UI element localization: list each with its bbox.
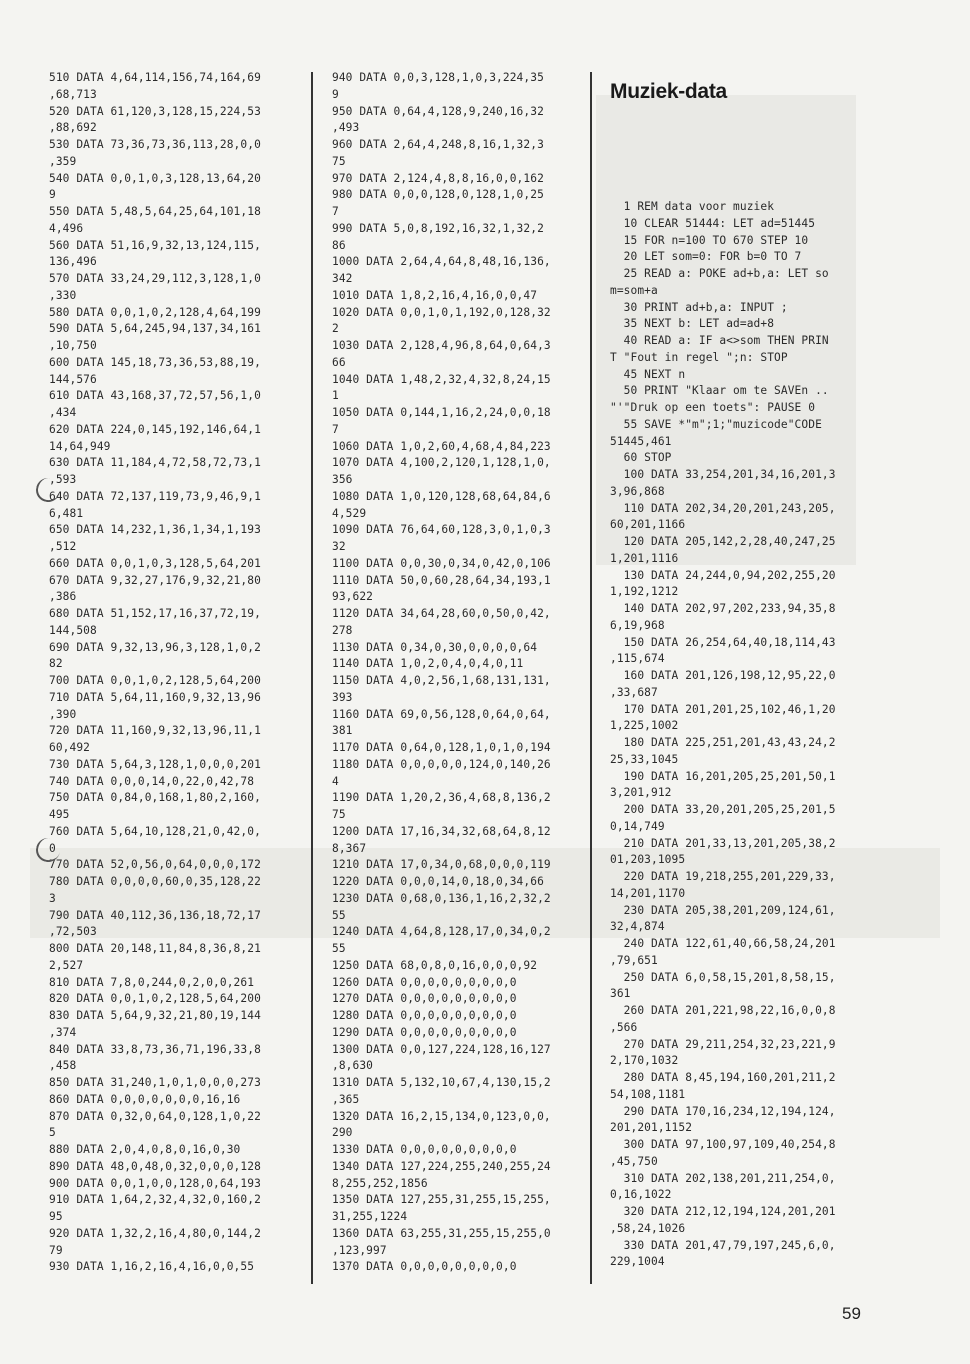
code-line: ,359 xyxy=(49,154,77,168)
code-line: 35 NEXT b: LET ad=ad+8 xyxy=(610,317,775,331)
code-line: 950 DATA 0,64,4,128,9,240,16,32 xyxy=(332,104,544,118)
code-line: 1060 DATA 1,0,2,60,4,68,4,84,223 xyxy=(332,439,551,453)
code-line: ,123,997 xyxy=(332,1243,387,1257)
code-line: 30 PRINT ad+b,a: INPUT ; xyxy=(610,300,788,314)
code-line: 8,255,252,1856 xyxy=(332,1176,428,1190)
code-line: 1170 DATA 0,64,0,128,1,0,1,0,194 xyxy=(332,741,551,754)
code-line: 970 DATA 2,124,4,8,8,16,0,0,162 xyxy=(332,171,544,185)
code-line: ,88,692 xyxy=(49,121,97,135)
code-line: 7 xyxy=(332,422,339,436)
code-line: 770 DATA 52,0,56,0,64,0,0,0,172 xyxy=(49,858,261,872)
code-line: 1310 DATA 5,132,10,67,4,130,15,2 xyxy=(332,1076,551,1089)
code-line: 200 DATA 33,20,201,205,25,201,5 xyxy=(610,803,836,816)
code-line: ,374 xyxy=(49,1025,77,1039)
code-line: ,566 xyxy=(610,1020,638,1034)
code-line: 15 FOR n=100 TO 670 STEP 10 xyxy=(610,233,809,247)
code-line: 590 DATA 5,64,245,94,137,34,161 xyxy=(49,322,261,336)
code-line: 730 DATA 5,64,3,128,1,0,0,0,201 xyxy=(49,757,261,771)
code-line: 720 DATA 11,160,9,32,13,96,11,1 xyxy=(49,724,261,738)
code-line: 1350 DATA 127,255,31,255,15,255, xyxy=(332,1193,551,1207)
code-line: 342 xyxy=(332,272,353,285)
code-line: 680 DATA 51,152,17,16,37,72,19, xyxy=(49,607,261,620)
code-line: 201,201,1152 xyxy=(610,1121,693,1135)
code-line: 790 DATA 40,112,36,136,18,72,17 xyxy=(49,908,261,922)
code-line: 01,203,1095 xyxy=(610,853,686,867)
code-line: 1130 DATA 0,34,0,30,0,0,0,0,64 xyxy=(332,640,538,654)
code-line: 1260 DATA 0,0,0,0,0,0,0,0,0 xyxy=(332,975,517,989)
code-line: 79 xyxy=(49,1243,63,1257)
code-line: 280 DATA 8,45,194,160,201,211,2 xyxy=(610,1071,836,1084)
code-line: 540 DATA 0,0,1,0,3,128,13,64,20 xyxy=(49,171,261,185)
code-line: ,8,630 xyxy=(332,1059,374,1073)
code-line: 3 xyxy=(49,891,56,905)
code-line: 620 DATA 224,0,145,192,146,64,1 xyxy=(49,422,261,436)
code-line: 10 CLEAR 51444: LET ad=51445 xyxy=(610,216,816,230)
code-line: 1010 DATA 1,8,2,16,4,16,0,0,47 xyxy=(332,288,538,302)
code-line: 0 xyxy=(49,841,56,855)
code-line: 136,496 xyxy=(49,255,97,269)
code-line: 0,14,749 xyxy=(610,819,665,833)
code-line: ,10,750 xyxy=(49,339,97,352)
code-line: ,593 xyxy=(49,473,77,486)
code-line: 150 DATA 26,254,64,40,18,114,43 xyxy=(610,635,836,649)
code-line: 86 xyxy=(332,238,346,252)
code-line: 95 xyxy=(49,1210,63,1223)
code-line: 3,201,912 xyxy=(610,786,672,800)
code-line: 144,508 xyxy=(49,623,97,637)
code-line: 890 DATA 48,0,48,0,32,0,0,0,128 xyxy=(49,1159,261,1173)
code-line: ,493 xyxy=(332,121,360,135)
code-line: 1360 DATA 63,255,31,255,15,255,0 xyxy=(332,1226,551,1240)
code-line: 1280 DATA 0,0,0,0,0,0,0,0,0 xyxy=(332,1009,517,1022)
code-line: 1120 DATA 34,64,28,60,0,50,0,42, xyxy=(332,607,551,620)
code-line: ,386 xyxy=(49,590,77,604)
code-line: 5 xyxy=(49,1126,56,1140)
code-line: 1300 DATA 0,0,127,224,128,16,127 xyxy=(332,1042,551,1056)
code-line: 144,576 xyxy=(49,372,97,386)
code-line: ,79,651 xyxy=(610,953,658,967)
code-line: 270 DATA 29,211,254,32,23,221,9 xyxy=(610,1037,836,1051)
code-line: 840 DATA 33,8,73,36,71,196,33,8 xyxy=(49,1042,261,1056)
code-line: 1240 DATA 4,64,8,128,17,0,34,0,2 xyxy=(332,925,551,939)
code-line: 1,201,1116 xyxy=(610,551,679,565)
code-line: 1140 DATA 1,0,2,0,4,0,4,0,11 xyxy=(332,657,524,671)
code-line: 229,1004 xyxy=(610,1255,665,1269)
code-line: 14,201,1170 xyxy=(610,886,686,900)
code-line: 381 xyxy=(332,724,353,738)
code-line: 140 DATA 202,97,202,233,94,35,8 xyxy=(610,602,836,615)
code-line: 25 READ a: POKE ad+b,a: LET so xyxy=(610,267,829,280)
data-column-3 xyxy=(610,199,850,1271)
code-line: 8,367 xyxy=(332,841,367,855)
code-line: 60,201,1166 xyxy=(610,518,686,532)
code-line: 930 DATA 1,16,2,16,4,16,0,0,55 xyxy=(49,1260,255,1274)
code-line: 75 xyxy=(332,808,346,821)
code-line: 920 DATA 1,32,2,16,4,80,0,144,2 xyxy=(49,1226,261,1240)
code-line: ,458 xyxy=(49,1059,77,1073)
code-line: 1250 DATA 68,0,8,0,16,0,0,0,92 xyxy=(332,958,538,972)
data-column-1 xyxy=(49,70,289,1276)
code-line: 32,4,874 xyxy=(610,920,665,934)
code-line: 980 DATA 0,0,0,128,0,128,1,0,25 xyxy=(332,188,544,202)
code-line: 1180 DATA 0,0,0,0,0,124,0,140,26 xyxy=(332,757,551,771)
code-line: 1050 DATA 0,144,1,16,2,24,0,0,18 xyxy=(332,406,551,419)
code-line: 4,496 xyxy=(49,221,84,235)
code-line: 1340 DATA 127,224,255,240,255,24 xyxy=(332,1159,551,1173)
code-line: 1370 DATA 0,0,0,0,0,0,0,0,0 xyxy=(332,1260,517,1274)
code-line: 220 DATA 19,218,255,201,229,33, xyxy=(610,870,836,883)
code-line: 2,527 xyxy=(49,958,84,972)
code-line: 1020 DATA 0,0,1,0,1,192,0,128,32 xyxy=(332,305,551,319)
code-line: 180 DATA 225,251,201,43,43,24,2 xyxy=(610,736,836,749)
code-line: 2 xyxy=(332,322,339,336)
code-line: 60 STOP xyxy=(610,451,672,465)
code-line: "'"Druk op een toets": PAUSE 0 xyxy=(610,401,816,414)
code-line: 55 SAVE *"m";1;"muzicode"CODE xyxy=(610,417,822,431)
code-line: 9 xyxy=(49,188,56,202)
code-line: 570 DATA 33,24,29,112,3,128,1,0 xyxy=(49,272,261,285)
code-line: 4 xyxy=(332,774,339,788)
code-line: 1210 DATA 17,0,34,0,68,0,0,0,119 xyxy=(332,858,551,872)
code-line: 310 DATA 202,138,201,211,254,0, xyxy=(610,1171,836,1185)
code-line: 1080 DATA 1,0,120,128,68,64,84,6 xyxy=(332,489,551,503)
code-line: ,72,503 xyxy=(49,925,97,939)
code-line: 393 xyxy=(332,690,353,704)
code-line: 25,33,1045 xyxy=(610,752,679,766)
code-line: ,115,674 xyxy=(610,652,665,666)
code-line: 120 DATA 205,142,2,28,40,247,25 xyxy=(610,535,836,548)
code-line: 700 DATA 0,0,1,0,2,128,5,64,200 xyxy=(49,674,261,687)
code-line: 6,481 xyxy=(49,506,84,520)
code-line: 20 LET som=0: FOR b=0 TO 7 xyxy=(610,250,802,264)
code-line: 510 DATA 4,64,114,156,74,164,69 xyxy=(49,71,261,84)
code-line: 1290 DATA 0,0,0,0,0,0,0,0,0 xyxy=(332,1025,517,1039)
code-line: 6,19,968 xyxy=(610,618,665,632)
code-line: 1270 DATA 0,0,0,0,0,0,0,0,0 xyxy=(332,992,517,1006)
code-line: 660 DATA 0,0,1,0,3,128,5,64,201 xyxy=(49,556,261,570)
code-line: 75 xyxy=(332,154,346,168)
code-line: 1190 DATA 1,20,2,36,4,68,8,136,2 xyxy=(332,791,551,805)
code-line: 1040 DATA 1,48,2,32,4,32,8,24,15 xyxy=(332,372,551,386)
code-line: 100 DATA 33,254,201,34,16,201,3 xyxy=(610,468,836,481)
code-line: 1100 DATA 0,0,30,0,34,0,42,0,106 xyxy=(332,556,551,570)
code-line: 800 DATA 20,148,11,84,8,36,8,21 xyxy=(49,942,261,955)
code-line: 1,192,1212 xyxy=(610,585,679,599)
code-line: 820 DATA 0,0,1,0,2,128,5,64,200 xyxy=(49,992,261,1006)
code-line: 0,16,1022 xyxy=(610,1188,672,1202)
code-line: 760 DATA 5,64,10,128,21,0,42,0, xyxy=(49,824,261,838)
code-line: 1150 DATA 4,0,2,56,1,68,131,131, xyxy=(332,674,551,687)
code-line: 55 xyxy=(332,942,346,955)
code-line: 780 DATA 0,0,0,0,60,0,35,128,22 xyxy=(49,875,261,888)
code-line: 710 DATA 5,64,11,160,9,32,13,96 xyxy=(49,690,261,704)
column-divider-1 xyxy=(311,72,313,1284)
code-line: 530 DATA 73,36,73,36,113,28,0,0 xyxy=(49,138,261,151)
code-line: 330 DATA 201,47,79,197,245,6,0, xyxy=(610,1238,836,1252)
code-line: ,330 xyxy=(49,288,77,302)
code-line: 960 DATA 2,64,4,248,8,16,1,32,3 xyxy=(332,138,544,151)
code-line: 1070 DATA 4,100,2,120,1,128,1,0, xyxy=(332,456,551,470)
code-line: 600 DATA 145,18,73,36,53,88,19, xyxy=(49,355,261,369)
code-line: 190 DATA 16,201,205,25,201,50,1 xyxy=(610,769,836,783)
code-line: 7 xyxy=(332,205,339,218)
code-line: 1110 DATA 50,0,60,28,64,34,193,1 xyxy=(332,573,551,587)
code-line: 640 DATA 72,137,119,73,9,46,9,1 xyxy=(49,489,261,503)
code-line: 110 DATA 202,34,20,201,243,205, xyxy=(610,501,836,515)
code-line: 1000 DATA 2,64,4,64,8,48,16,136, xyxy=(332,255,551,269)
code-line: 830 DATA 5,64,9,32,21,80,19,144 xyxy=(49,1009,261,1022)
code-line: 31,255,1224 xyxy=(332,1210,408,1223)
code-line: 278 xyxy=(332,623,353,637)
code-line: 2,170,1032 xyxy=(610,1054,679,1068)
code-line: 1320 DATA 16,2,15,134,0,123,0,0, xyxy=(332,1109,551,1123)
code-line: 51445,461 xyxy=(610,434,672,448)
data-column-2 xyxy=(332,70,572,1276)
code-line: 750 DATA 0,84,0,168,1,80,2,160, xyxy=(49,791,261,805)
code-line: 356 xyxy=(332,473,353,486)
code-line: 210 DATA 201,33,13,201,205,38,2 xyxy=(610,836,836,850)
page-number: 59 xyxy=(842,1304,861,1323)
code-line: 550 DATA 5,48,5,64,25,64,101,18 xyxy=(49,205,261,218)
code-line: 580 DATA 0,0,1,0,2,128,4,64,199 xyxy=(49,305,261,319)
code-line: 290 xyxy=(332,1126,353,1140)
code-line: 560 DATA 51,16,9,32,13,124,115, xyxy=(49,238,261,252)
code-line: m=som+a xyxy=(610,283,658,297)
code-line: 32 xyxy=(332,540,346,553)
code-line: 1160 DATA 69,0,56,128,0,64,0,64, xyxy=(332,707,551,721)
code-line: 1230 DATA 0,68,0,136,1,16,2,32,2 xyxy=(332,891,551,905)
code-line: ,434 xyxy=(49,406,77,419)
code-line: 940 DATA 0,0,3,128,1,0,3,224,35 xyxy=(332,71,544,84)
code-line: 14,64,949 xyxy=(49,439,111,453)
code-line: ,390 xyxy=(49,707,77,721)
code-line: 240 DATA 122,61,40,66,58,24,201 xyxy=(610,937,836,950)
code-line: 650 DATA 14,232,1,36,1,34,1,193 xyxy=(49,523,261,537)
code-line: ,33,687 xyxy=(610,685,658,699)
code-line: ,512 xyxy=(49,540,77,553)
code-line: 520 DATA 61,120,3,128,15,224,53 xyxy=(49,104,261,118)
code-line: 900 DATA 0,0,1,0,0,128,0,64,193 xyxy=(49,1176,261,1190)
code-line: 1220 DATA 0,0,0,14,0,18,0,34,66 xyxy=(332,875,544,888)
code-line: 170 DATA 201,201,25,102,46,1,20 xyxy=(610,702,836,716)
code-line: 160 DATA 201,126,198,12,95,22,0 xyxy=(610,669,836,682)
code-line: 66 xyxy=(332,355,346,369)
code-line: 870 DATA 0,32,0,64,0,128,1,0,22 xyxy=(49,1109,261,1123)
code-line: 45 NEXT n xyxy=(610,367,686,381)
code-line: 50 PRINT "Klaar om te SAVEn .. xyxy=(610,384,829,398)
code-line: 300 DATA 97,100,97,109,40,254,8 xyxy=(610,1138,836,1151)
code-line: 361 xyxy=(610,987,631,1001)
code-line: 93,622 xyxy=(332,590,374,604)
code-line: ,68,713 xyxy=(49,87,97,101)
code-line: 1090 DATA 76,64,60,128,3,0,1,0,3 xyxy=(332,523,551,537)
code-line: 495 xyxy=(49,808,70,821)
code-line: 9 xyxy=(332,87,339,101)
code-line: 630 DATA 11,184,4,72,58,72,73,1 xyxy=(49,456,261,470)
code-line: T "Fout in regel ";n: STOP xyxy=(610,350,788,364)
code-line: 740 DATA 0,0,0,14,0,22,0,42,78 xyxy=(49,774,255,788)
code-line: 1030 DATA 2,128,4,96,8,64,0,64,3 xyxy=(332,339,551,352)
code-line: 1330 DATA 0,0,0,0,0,0,0,0,0 xyxy=(332,1143,517,1156)
code-line: 250 DATA 6,0,58,15,201,8,58,15, xyxy=(610,970,836,984)
code-line: 1,225,1002 xyxy=(610,719,679,733)
code-line: 3,96,868 xyxy=(610,484,665,498)
code-line: 230 DATA 205,38,201,209,124,61, xyxy=(610,903,836,917)
code-line: 990 DATA 5,0,8,192,16,32,1,32,2 xyxy=(332,221,544,235)
code-line: ,58,24,1026 xyxy=(610,1221,686,1235)
code-line: 1200 DATA 17,16,34,32,68,64,8,12 xyxy=(332,824,551,838)
code-line: 1 xyxy=(332,389,339,403)
code-line: 690 DATA 9,32,13,96,3,128,1,0,2 xyxy=(49,640,261,654)
code-line: 60,492 xyxy=(49,741,91,754)
code-line: 320 DATA 212,12,194,124,201,201 xyxy=(610,1205,836,1218)
code-line: 670 DATA 9,32,27,176,9,32,21,80 xyxy=(49,573,261,587)
code-line: 810 DATA 7,8,0,244,0,2,0,0,261 xyxy=(49,975,255,989)
code-line: 4,529 xyxy=(332,506,367,520)
code-line: 1 REM data voor muziek xyxy=(610,200,775,213)
code-line: 40 READ a: IF a<>som THEN PRIN xyxy=(610,334,829,347)
column-divider-2 xyxy=(590,72,592,1284)
page-title: Muziek-data xyxy=(610,80,727,103)
code-line: 290 DATA 170,16,234,12,194,124, xyxy=(610,1104,836,1118)
code-line: 82 xyxy=(49,657,63,671)
code-line: ,365 xyxy=(332,1092,360,1106)
code-line: 55 xyxy=(332,908,346,922)
code-line: 260 DATA 201,221,98,22,16,0,0,8 xyxy=(610,1004,836,1017)
code-line: 850 DATA 31,240,1,0,1,0,0,0,273 xyxy=(49,1076,261,1089)
code-line: 54,108,1181 xyxy=(610,1087,686,1101)
code-line: 910 DATA 1,64,2,32,4,32,0,160,2 xyxy=(49,1193,261,1207)
code-line: 880 DATA 2,0,4,0,8,0,16,0,30 xyxy=(49,1143,241,1156)
code-line: 610 DATA 43,168,37,72,57,56,1,0 xyxy=(49,389,261,403)
code-line: ,45,750 xyxy=(610,1154,658,1168)
code-line: 860 DATA 0,0,0,0,0,0,0,16,16 xyxy=(49,1092,241,1106)
code-line: 130 DATA 24,244,0,94,202,255,20 xyxy=(610,568,836,582)
